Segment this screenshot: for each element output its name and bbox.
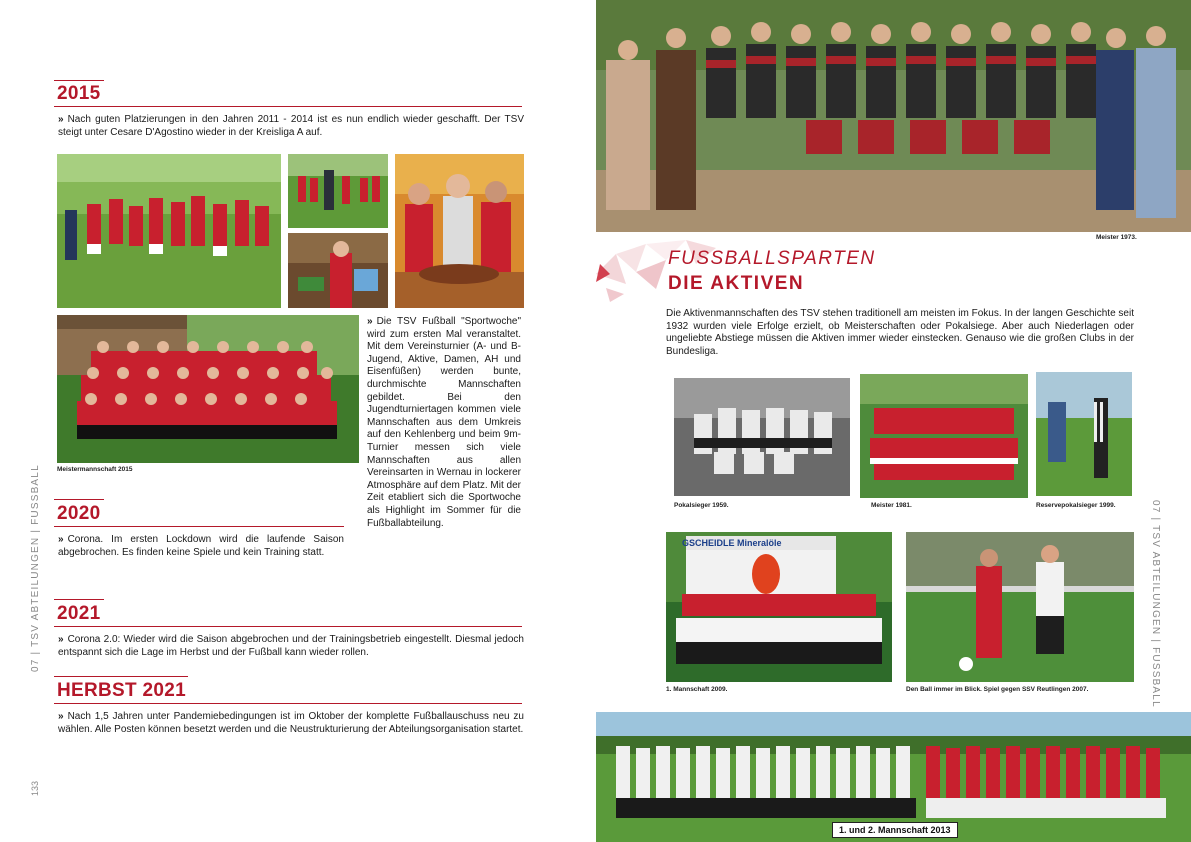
intro-paragraph: Die Aktivenmannschaften des TSV stehen traditionell am meisten im Fokus. In der langen Geschichte seit 1932 wurden viele Erfolge erzielt, ob Meisterschaften oder Pokalsiege. Aber auch Niederlagen oder ungeliebte Abstiege müssen die Aktiven immer wieder einstecken. Genauso wie die großen Clubs in der Bundesliga. [666, 308, 1134, 357]
team-photo-1959 [674, 378, 850, 496]
paragraph-text: Nach 1,5 Jahren unter Pandemiebedingungen ist im Oktober der komplette Fußballauschuss neu zu wählen. Alle Posten können besetzt werden und die Neustrukturierung der Abteilungsorganisation startet. [58, 711, 524, 735]
paragraph-herbst-2021 [58, 711, 524, 736]
section-kicker: FUSSBALLSPARTEN [668, 248, 876, 269]
year-rule-bottom [54, 526, 344, 527]
bullet-icon: » [58, 711, 64, 722]
team-photo-1973 [596, 0, 1191, 232]
match-photo-2007 [906, 532, 1134, 682]
year-rule-bottom [54, 626, 522, 627]
left-page [0, 0, 595, 842]
bullet-icon: » [58, 534, 64, 545]
party-photo [395, 154, 524, 308]
sidebar-label-right: 07 | TSV ABTEILUNGEN | FUSSBALL [1150, 500, 1161, 708]
paragraph-text: Nach guten Platzierungen in den Jahren 2011 - 2014 ist es nun endlich wieder geschafft. Der TSV steigt unter Cesare D'Agostino wieder in der Kreisliga A auf. [58, 114, 524, 138]
year-rule-top [54, 676, 188, 677]
trophy-photo [288, 154, 388, 228]
award-photo [288, 233, 388, 308]
bullet-icon: » [367, 316, 373, 327]
year-rule-top [54, 499, 104, 500]
team-photo-2009 [666, 532, 892, 682]
paragraph-2021 [58, 634, 524, 659]
year-rule-top [54, 80, 104, 81]
year-heading-herbst-2021: HERBST 2021 [57, 680, 186, 701]
year-rule-bottom [54, 703, 522, 704]
year-heading-2020: 2020 [57, 503, 101, 524]
team-photo-2013 [596, 712, 1191, 842]
caption-meister-1973: Meister 1973. [1096, 234, 1137, 241]
bullet-icon: » [58, 634, 64, 645]
section-title: DIE AKTIVEN [668, 273, 805, 294]
caption-meister-1981: Meister 1981. [871, 502, 912, 509]
sponsor-sign: GSCHEIDLE Mineralöle [682, 538, 782, 548]
paragraph-text: Corona 2.0: Wieder wird die Saison abgebrochen und der Trainingsbetrieb eingestellt. Diesmal jedoch entspannt sich die Lage im Herbst und der Fußball kann wieder rollen. [58, 634, 524, 658]
year-heading-2015: 2015 [57, 83, 101, 104]
caption-meister-2015: Meistermannschaft 2015 [57, 466, 133, 473]
caption-mannschaft-2013: 1. und 2. Mannschaft 2013 [832, 822, 958, 838]
team-photo-1981 [860, 374, 1028, 498]
paragraph-text: Corona. Im ersten Lockdown wird die laufende Saison abgebrochen. Es finden keine Spiele und kein Training statt. [58, 534, 344, 558]
caption-pokal-1959: Pokalsieger 1959. [674, 502, 729, 509]
year-heading-2021: 2021 [57, 603, 101, 624]
paragraph-sportwoche [367, 316, 521, 530]
caption-spiel-2007: Den Ball immer im Blick. Spiel gegen SSV Reutlingen 2007. [906, 686, 1089, 693]
paragraph-2020 [58, 534, 344, 559]
caption-reserve-1999: Reservepokalsieger 1999. [1036, 502, 1116, 509]
page-number: 133 [30, 780, 40, 796]
caption-mannschaft-2009: 1. Mannschaft 2009. [666, 686, 728, 693]
year-rule-bottom [54, 106, 522, 107]
celebration-photo [57, 154, 281, 308]
sidebar-label: 07 | TSV ABTEILUNGEN | FUSSBALL [30, 464, 41, 672]
right-page [596, 0, 1191, 842]
year-rule-top [54, 599, 104, 600]
paragraph-text: Die TSV Fußball "Sportwoche" wird zum ersten Mal veranstaltet. Mit dem Vereinsturnier (A- und B-Jugend, Aktive, Damen, AH und Eisenfüßen) werden bunte, durchmischte Mannschaften gebildet. Bei den Jugendturniertagen kommen viele Mannschaften aus dem Umkreis auf den Kehlenberg und beim 9m-Turnier messen sich viele Mannschaften aus allen Vereinsarten in Wernau in lockerer Atmosphäre auf dem Platz. Mit der Zeit etabliert sich die Sportwoche als Highlight im Sommer für die Fußballabteilung. [367, 316, 521, 529]
team-photo-2015 [57, 315, 359, 463]
reserve-photo-1999 [1036, 372, 1132, 496]
paragraph-2015 [58, 114, 524, 139]
bullet-icon: » [58, 114, 64, 125]
